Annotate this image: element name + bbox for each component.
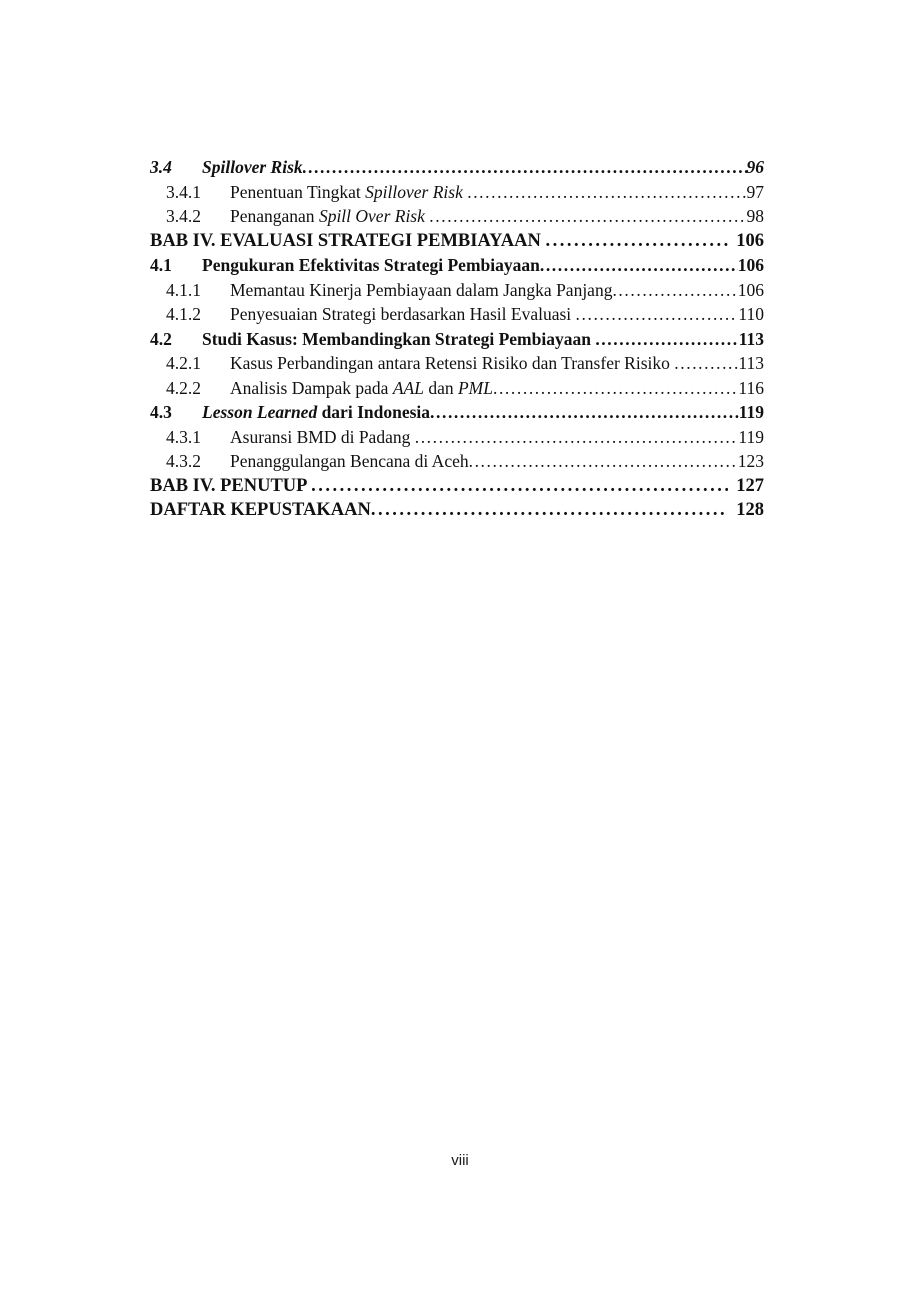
entry-title: Penanganan Spill Over Risk <box>230 206 430 226</box>
leader-dots <box>674 351 738 376</box>
entry-title: Studi Kasus: Membandingkan Strategi Pembiayaan <box>202 328 596 349</box>
entry-title: Penyesuaian Strategi berdasarkan Hasil Evaluasi <box>230 304 576 324</box>
page-number: 113 <box>738 328 764 349</box>
leader-dots <box>430 400 739 425</box>
page-number: 123 <box>737 451 764 471</box>
leader-dots <box>311 474 728 499</box>
toc-entry <box>150 204 764 229</box>
toc-entry <box>150 253 764 278</box>
entry-title: BAB IV. EVALUASI STRATEGI PEMBIAYAAN <box>150 230 546 251</box>
leader-dots <box>545 229 728 254</box>
page-number: 106 <box>737 279 764 300</box>
entry-number: 4.3.2 <box>166 451 201 471</box>
entry-number: 3.4.2 <box>166 206 201 226</box>
page-number: 106 <box>736 230 764 251</box>
leader-dots <box>469 449 738 474</box>
entry-number: 4.1 <box>150 255 172 275</box>
entry-number: 4.1.2 <box>166 304 201 324</box>
page-number: 116 <box>738 377 764 398</box>
toc-entry <box>150 327 764 352</box>
entry-number: 4.3.1 <box>166 426 201 447</box>
entry-title: BAB IV. PENUTUP <box>150 475 312 496</box>
toc-entry <box>150 425 764 450</box>
table-of-contents <box>150 155 764 523</box>
toc-entry <box>150 180 764 205</box>
entry-title: Analisis Dampak pada AAL dan PML <box>230 377 493 398</box>
toc-entry-chapter <box>150 229 764 254</box>
entry-title: DAFTAR KEPUSTAKAAN <box>150 500 371 520</box>
leader-dots <box>371 498 728 523</box>
toc-entry <box>150 155 764 180</box>
leader-dots <box>467 180 746 205</box>
toc-entry <box>150 449 764 474</box>
page-number: 98 <box>746 206 764 226</box>
page-number: 96 <box>746 157 764 177</box>
entry-title: Lesson Learned dari Indonesia <box>202 402 431 422</box>
toc-entry-chapter <box>150 474 764 499</box>
entry-number: 4.2.1 <box>166 353 201 373</box>
page-number: 97 <box>746 181 764 202</box>
page-number: 127 <box>736 475 764 496</box>
entry-number: 3.4 <box>150 157 172 177</box>
entry-title: Penanggulangan Bencana di Aceh <box>230 451 469 471</box>
toc-entry <box>150 376 764 401</box>
leader-dots <box>540 253 738 278</box>
page-number: 128 <box>736 500 764 520</box>
entry-number: 4.2 <box>150 328 172 349</box>
entry-title: Asuransi BMD di Padang <box>230 426 415 447</box>
toc-entry <box>150 302 764 327</box>
entry-number: 4.1.1 <box>166 279 201 300</box>
leader-dots <box>612 278 737 303</box>
entry-title: Memantau Kinerja Pembiayaan dalam Jangka Panjang <box>230 279 613 300</box>
leader-dots <box>303 155 747 180</box>
entry-number: 3.4.1 <box>166 181 201 202</box>
toc-entry <box>150 351 764 376</box>
page-number: 119 <box>738 426 764 447</box>
entry-title: Pengukuran Efektivitas Strategi Pembiayaan <box>202 255 540 275</box>
page-number: 113 <box>738 353 764 373</box>
page-number: 106 <box>737 255 764 275</box>
entry-title: Penentuan Tingkat Spillover Risk <box>230 181 468 202</box>
toc-entry <box>150 278 764 303</box>
leader-dots <box>493 376 738 401</box>
toc-entry <box>150 400 764 425</box>
leader-dots <box>576 302 739 327</box>
leader-dots <box>595 327 738 352</box>
footer-page-label: viii <box>451 1152 469 1169</box>
entry-title: Kasus Perbandingan antara Retensi Risiko dan Transfer Risiko <box>230 353 675 373</box>
toc-entry-chapter <box>150 498 764 523</box>
entry-number: 4.2.2 <box>166 377 201 398</box>
leader-dots <box>429 204 746 229</box>
page-number: 110 <box>738 304 764 324</box>
leader-dots <box>415 425 739 450</box>
entry-title: Spillover Risk <box>202 157 303 177</box>
entry-number: 4.3 <box>150 402 172 422</box>
page-number: 119 <box>738 402 764 422</box>
